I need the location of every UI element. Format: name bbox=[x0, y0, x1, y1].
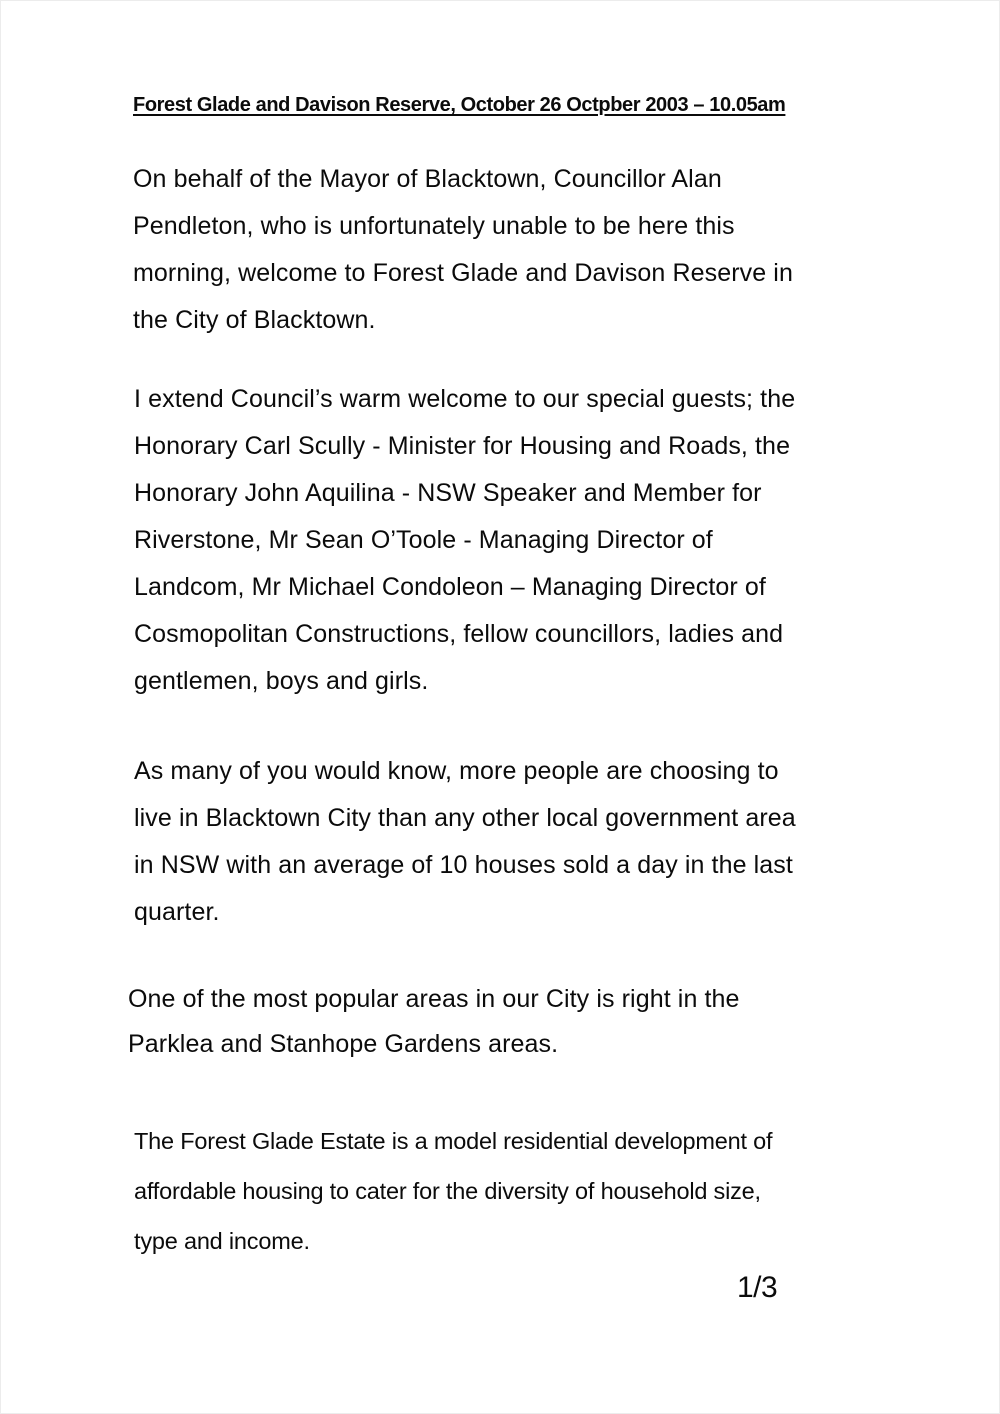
text-line: type and income. bbox=[134, 1228, 310, 1254]
text-line: quarter. bbox=[134, 898, 220, 926]
text-line: morning, welcome to Forest Glade and Davison Reserve in bbox=[133, 259, 793, 287]
text-line: gentlemen, boys and girls. bbox=[134, 667, 429, 695]
paragraph-housing-stats bbox=[134, 748, 796, 936]
text-line: in NSW with an average of 10 houses sold a day in the last bbox=[134, 851, 793, 879]
text-line: One of the most popular areas in our City is right in the bbox=[128, 985, 740, 1013]
text-line: Honorary Carl Scully - Minister for Housing and Roads, the bbox=[134, 432, 791, 460]
paragraph-popular-areas bbox=[128, 977, 740, 1067]
text-line: Riverstone, Mr Sean O’Toole - Managing Director of bbox=[134, 526, 713, 554]
text-line: Pendleton, who is unfortunately unable to be here this bbox=[133, 212, 735, 240]
text-line: affordable housing to cater for the diversity of household size, bbox=[134, 1178, 761, 1204]
text-line: I extend Council’s warm welcome to our special guests; the bbox=[134, 385, 796, 413]
document-title: Forest Glade and Davison Reserve, October 26 Octpber 2003 – 10.05am bbox=[133, 94, 786, 116]
text-line: The Forest Glade Estate is a model residential development of bbox=[134, 1128, 773, 1154]
text-line: Parklea and Stanhope Gardens areas. bbox=[128, 1030, 559, 1058]
text-line: On behalf of the Mayor of Blacktown, Councillor Alan bbox=[133, 165, 722, 193]
paragraph-welcome bbox=[133, 156, 793, 344]
paragraph-forest-glade-estate bbox=[134, 1116, 772, 1266]
text-line: Landcom, Mr Michael Condoleon – Managing Director of bbox=[134, 573, 766, 601]
text-line: Cosmopolitan Constructions, fellow councillors, ladies and bbox=[134, 620, 784, 648]
text-line: the City of Blacktown. bbox=[133, 306, 376, 334]
paragraph-special-guests bbox=[134, 376, 795, 705]
page-number: 1/3 bbox=[737, 1271, 778, 1304]
text-line: live in Blacktown City than any other local government area bbox=[134, 804, 796, 832]
text-line: As many of you would know, more people are choosing to bbox=[134, 757, 779, 785]
text-line: Honorary John Aquilina - NSW Speaker and Member for bbox=[134, 479, 762, 507]
